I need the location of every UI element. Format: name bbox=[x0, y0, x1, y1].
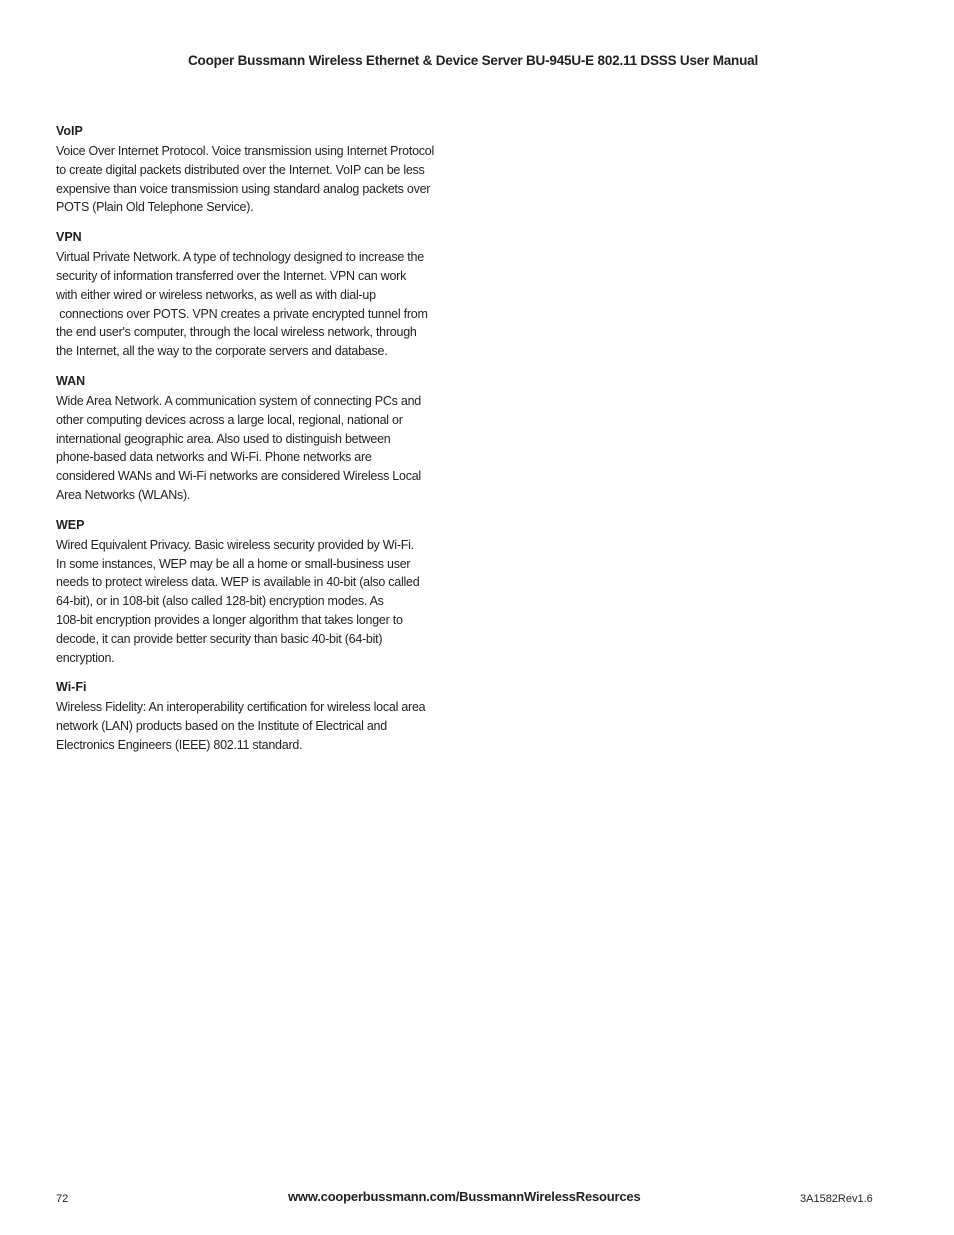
term-heading: Wi-Fi bbox=[56, 680, 87, 695]
footer-url: www.cooperbussmann.com/BussmannWirelessResources bbox=[288, 1189, 641, 1204]
definition-line: 64-bit), or in 108-bit (also called 128-bit) encryption modes. As bbox=[56, 594, 384, 609]
definition-line: Voice Over Internet Protocol. Voice transmission using Internet Protocol bbox=[56, 144, 435, 158]
definition-line: In some instances, WEP may be all a home or small-business user bbox=[56, 556, 411, 571]
definition-line: needs to protect wireless data. WEP is available in 40-bit (also called bbox=[56, 575, 420, 590]
definition-line: 108-bit encryption provides a longer algorithm that takes longer to bbox=[56, 612, 403, 627]
definition-line: Wide Area Network. A communication system of connecting PCs and bbox=[56, 393, 421, 408]
definition-line: security of information transferred over the Internet. VPN can work bbox=[56, 268, 407, 283]
definition-line: Virtual Private Network. A type of technology designed to increase the bbox=[56, 250, 424, 265]
definition-line: to create digital packets distributed over the Internet. VoIP can be less bbox=[56, 162, 425, 177]
glossary-entry-wifi bbox=[56, 679, 456, 754]
page-number: 72 bbox=[56, 1193, 69, 1205]
definition-line: Wired Equivalent Privacy. Basic wireless security provided by Wi-Fi. bbox=[56, 537, 414, 552]
term-heading: VPN bbox=[56, 230, 82, 245]
term-heading: WAN bbox=[56, 373, 86, 388]
definition-line: phone-based data networks and Wi-Fi. Phone networks are bbox=[56, 450, 372, 465]
page-header: Cooper Bussmann Wireless Ethernet & Device Server BU-945U-E 802.11 DSSS User Manual bbox=[188, 53, 759, 68]
term-heading: VoIP bbox=[56, 124, 83, 138]
definition-line: POTS (Plain Old Telephone Service). bbox=[56, 200, 254, 215]
definition-line: Area Networks (WLANs). bbox=[56, 487, 191, 502]
document-revision: 3A1582Rev1.6 bbox=[800, 1193, 873, 1205]
definition-line: Wireless Fidelity: An interoperability certification for wireless local area bbox=[56, 700, 426, 715]
definition-line: the Internet, all the way to the corporate servers and database. bbox=[56, 344, 388, 359]
glossary-entry-voip bbox=[56, 123, 456, 217]
definition-line: the end user's computer, through the local wireless network, through bbox=[56, 325, 417, 340]
definition-line: connections over POTS. VPN creates a private encrypted tunnel from bbox=[56, 306, 428, 321]
definition-line: network (LAN) products based on the Institute of Electrical and bbox=[56, 719, 387, 734]
definition-line: encryption. bbox=[56, 650, 115, 665]
definition-line: other computing devices across a large local, regional, national or bbox=[56, 412, 403, 427]
definition-line: international geographic area. Also used to distinguish between bbox=[56, 431, 391, 446]
definition-line: decode, it can provide better security than basic 40-bit (64-bit) bbox=[56, 631, 383, 646]
term-heading: WEP bbox=[56, 517, 85, 532]
glossary-entry-vpn bbox=[56, 229, 456, 361]
glossary-content bbox=[56, 123, 456, 767]
definition-line: Electronics Engineers (IEEE) 802.11 standard. bbox=[56, 737, 303, 752]
glossary-entry-wep bbox=[56, 517, 456, 668]
definition-line: with either wired or wireless networks, as well as with dial-up bbox=[56, 287, 376, 302]
glossary-entry-wan bbox=[56, 373, 456, 505]
definition-line: expensive than voice transmission using standard analog packets over bbox=[56, 181, 431, 196]
definition-line: considered WANs and Wi-Fi networks are considered Wireless Local bbox=[56, 469, 421, 484]
